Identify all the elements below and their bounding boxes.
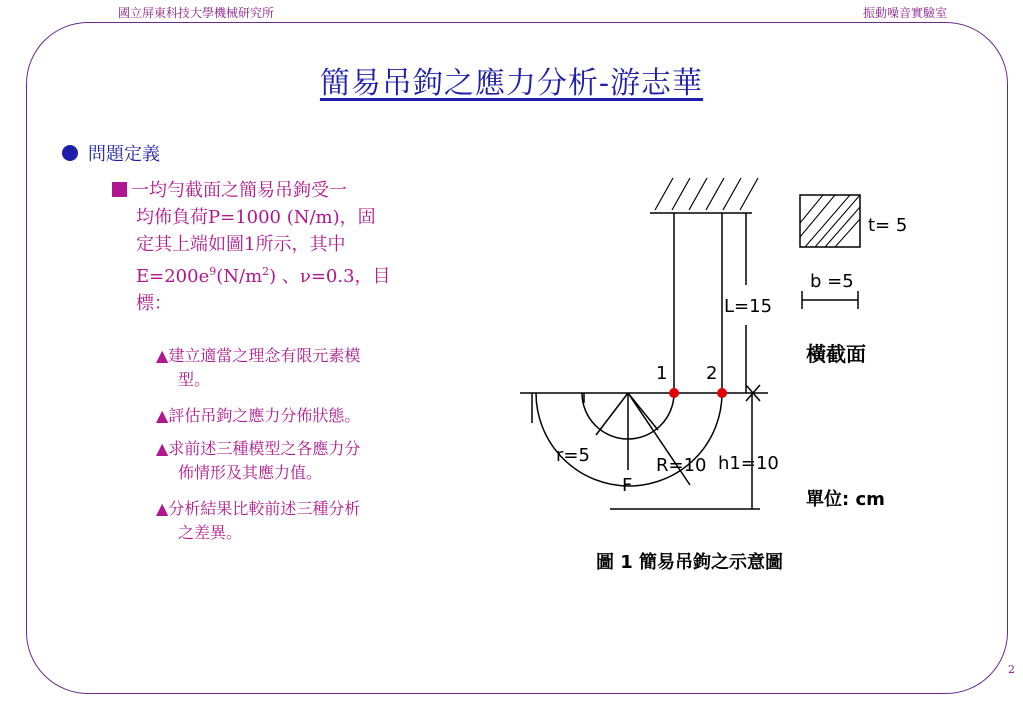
problem-description: 一均勻截面之簡易吊鉤受一 均佈負荷P=1000 (N/m)，固 定其上端如圖1所示，其中 $E=200e^9(N/m^2)$ 、ν=0.3，目 標： [112, 177, 457, 317]
inner-radius-label: r=5 [556, 445, 590, 466]
unit-label: 單位: cm [806, 489, 885, 510]
objective-item: ▲評估吊鉤之應力分佈狀態。 [156, 406, 361, 425]
triangle-bullet-icon: ▲ [156, 406, 169, 425]
section-label: 橫截面 [806, 342, 866, 366]
objective-item: ▲分析結果比較前述三種分析 之差異。 [156, 499, 361, 542]
height-label: h1=10 [718, 453, 779, 474]
bullet-dot-icon [62, 145, 78, 161]
header-right: 振動噪音實驗室 [862, 6, 947, 20]
triangle-bullet-icon: ▲ [156, 499, 169, 518]
bullet-problem-definition: 問題定義 [62, 140, 160, 166]
objective-item: ▲建立適當之理念有限元素模 型。 [156, 346, 361, 389]
point-1-label: 1 [656, 363, 668, 384]
triangle-bullet-icon: ▲ [156, 346, 169, 365]
figure-caption: 圖 1 簡易吊鉤之示意圖 [596, 552, 784, 573]
objective-item: ▲求前述三種模型之各應力分 佈情形及其應力值。 [156, 439, 361, 482]
force-label: F [622, 475, 633, 496]
point-2-label: 2 [706, 363, 718, 384]
triangle-bullet-icon: ▲ [156, 439, 169, 458]
point-1-marker [669, 388, 679, 398]
point-2-marker [717, 388, 727, 398]
header-left: 國立屏東科技大學機械研究所 [118, 6, 275, 20]
width-label: b =5 [810, 271, 854, 292]
length-label: L=15 [724, 296, 773, 317]
slide-title: 簡易吊鉤之應力分析-游志華 [319, 66, 704, 101]
square-bullet-icon [112, 182, 127, 197]
page-number: 2 [1008, 663, 1015, 676]
thickness-label: t= 5 [868, 215, 908, 236]
material-formula: $E=200e^9(N/m^2)$ 、ν=0.3，目 [136, 265, 391, 287]
outer-radius-label: R=10 [656, 455, 707, 476]
hook-diagram [510, 165, 910, 525]
